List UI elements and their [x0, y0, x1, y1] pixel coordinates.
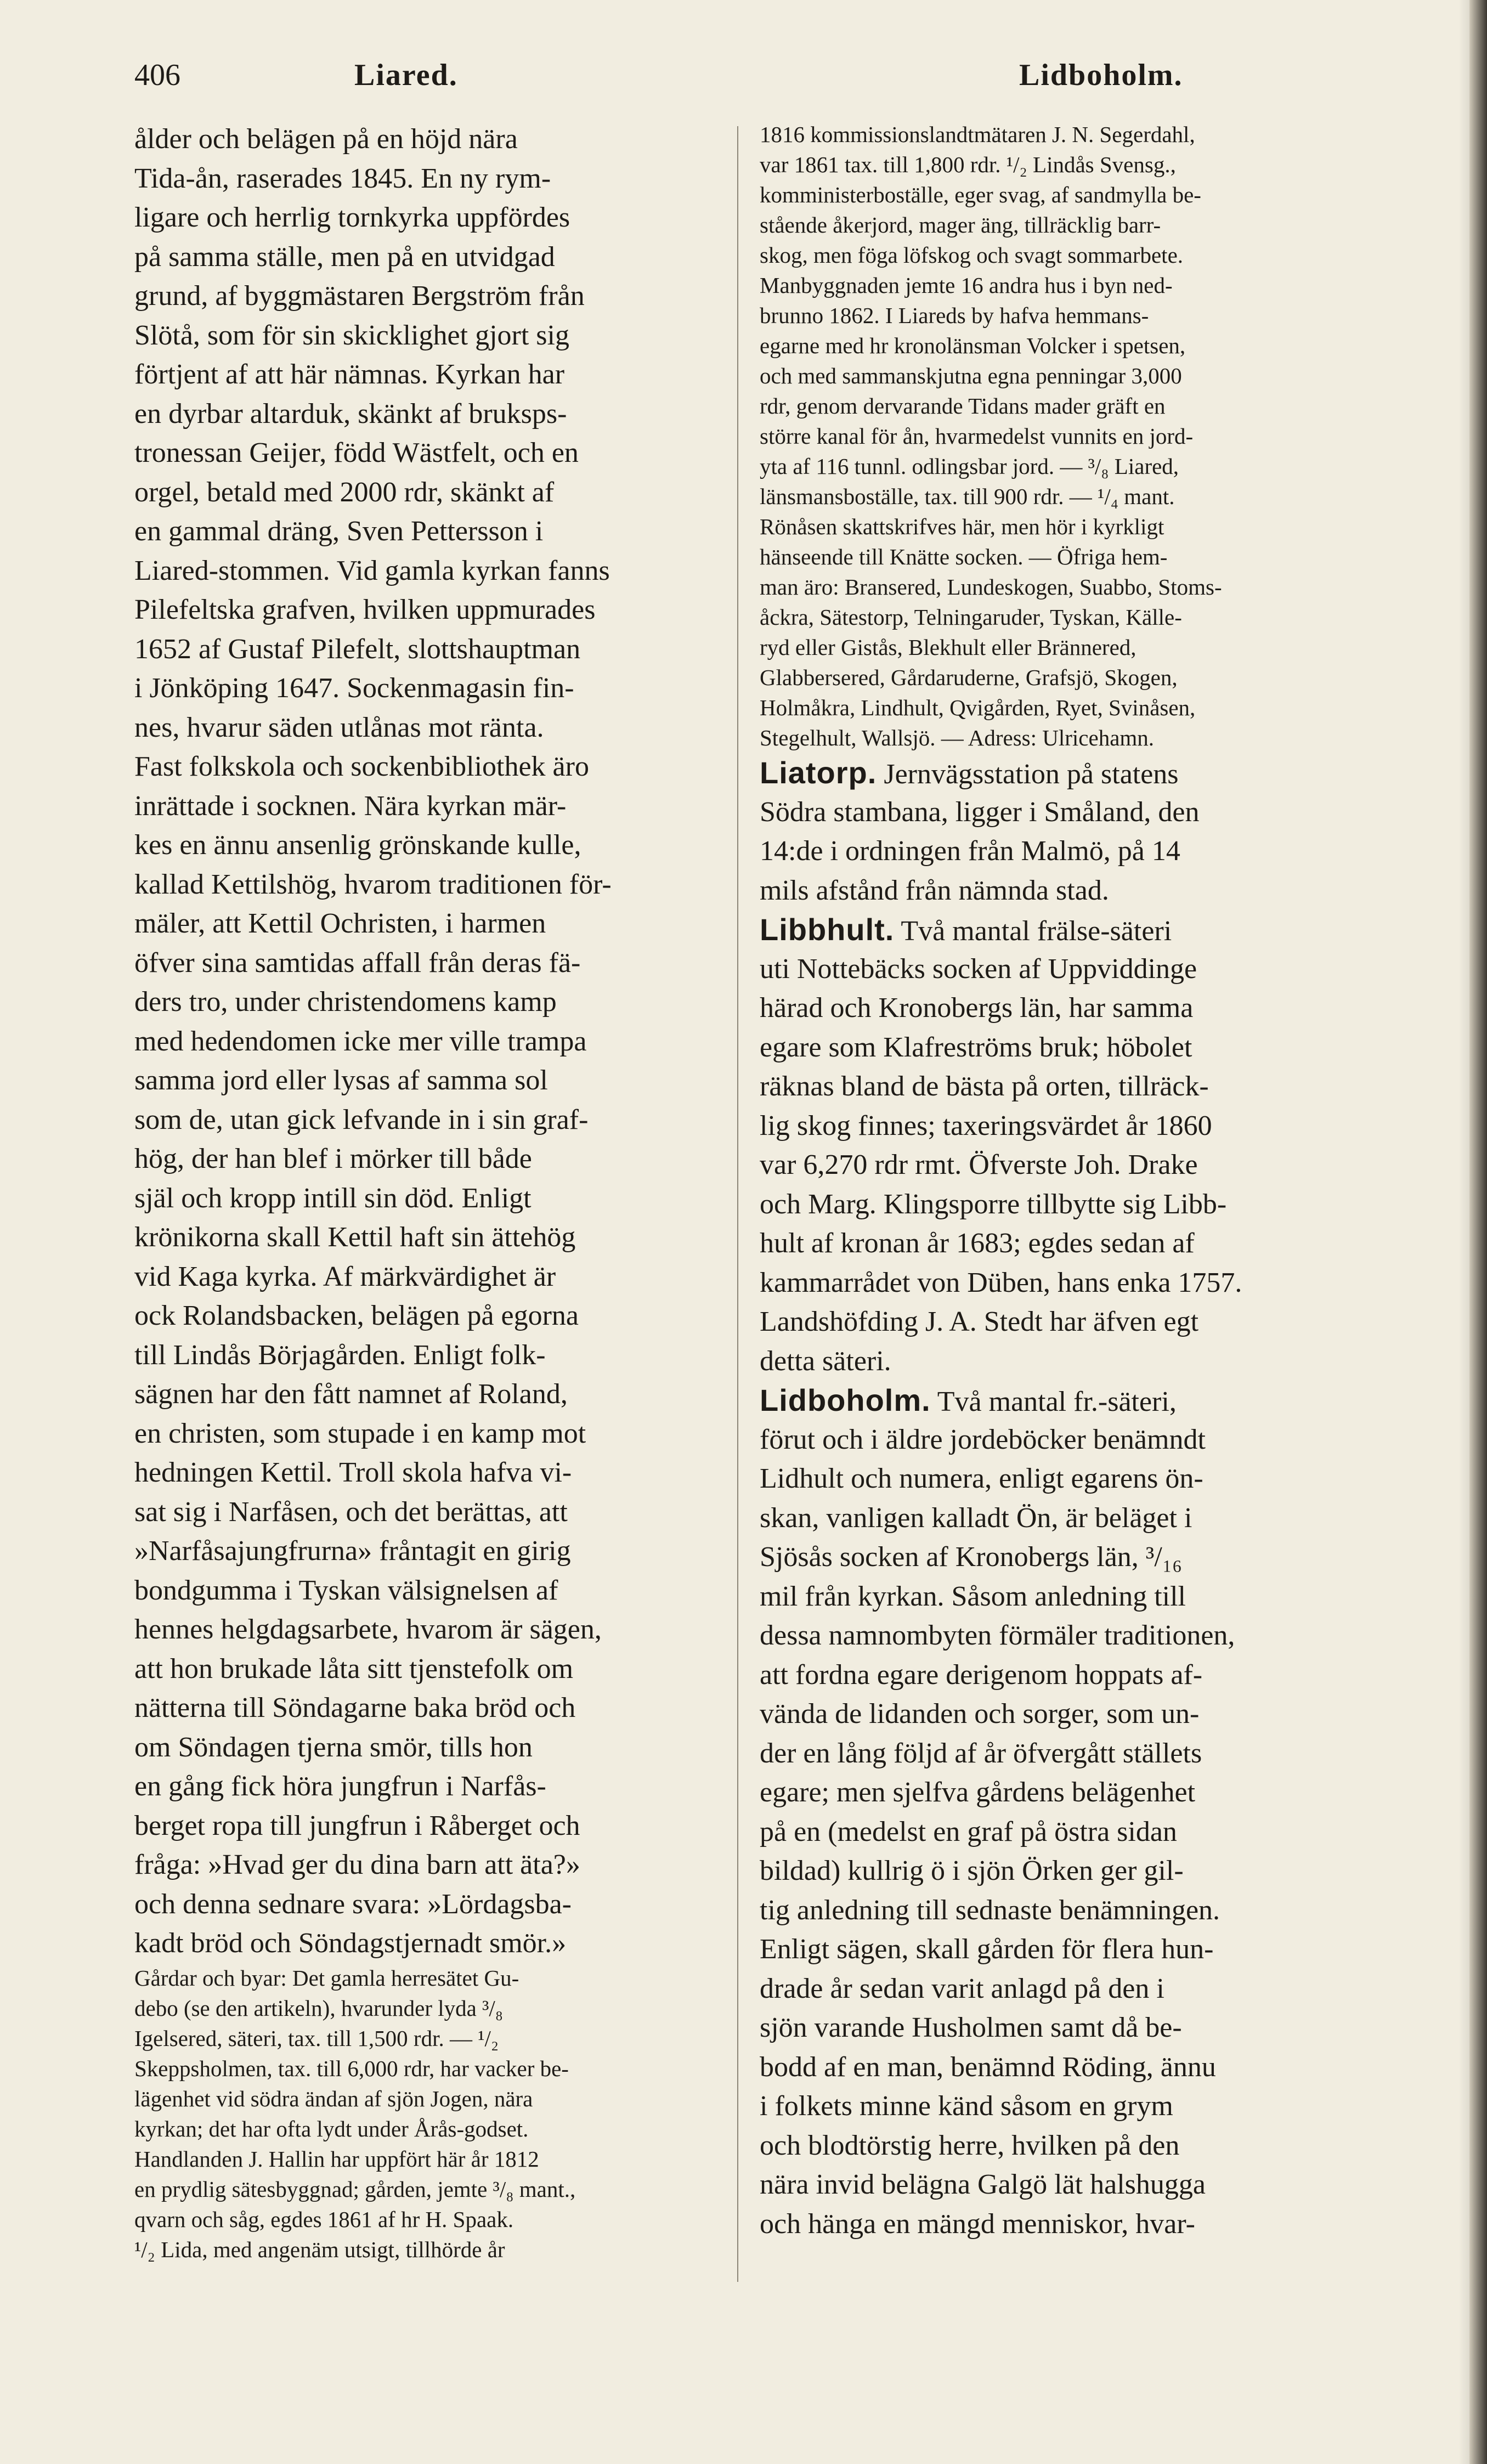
text-line: samma jord eller lysas af samma sol — [134, 1065, 548, 1096]
right-small-print — [760, 120, 1382, 753]
text-line: grund, af byggmästaren Bergström från — [134, 280, 585, 312]
text-line: vid Kaga kyrka. Af märkvärdighet är — [134, 1261, 556, 1292]
page-edge-shadow — [1458, 0, 1469, 2464]
running-head-right: Lidboholm. — [1019, 58, 1183, 92]
small-text-line: och med sammanskjutna egna penningar 3,000 — [760, 363, 1182, 388]
text-line: tig anledning till sednaste benämningen. — [760, 1894, 1220, 1926]
text-line: en dyrbar altarduk, skänkt af bruksps- — [134, 398, 567, 429]
text-line: Liatorp. Jernvägsstation på statens — [760, 755, 1179, 790]
text-line: räknas bland de bästa på orten, tillräck- — [760, 1071, 1209, 1102]
entry-title: Libbhult. — [760, 912, 895, 947]
page-header — [0, 58, 1487, 107]
text-line: kammarrådet von Düben, hans enka 1757. — [760, 1267, 1242, 1298]
small-text-line: Stegelhult, Wallsjö. — Adress: Ulricehamn. — [760, 725, 1155, 750]
small-text-line: kyrkan; det har ofta lydt under Årås-godset. — [134, 2116, 529, 2141]
small-text-line: Rönåsen skattskrifves här, men hör i kyrkligt — [760, 514, 1164, 539]
small-text-line: åckra, Sätestorp, Telningaruder, Tyskan, Källe- — [760, 604, 1182, 630]
small-text-line: stående åkerjord, mager äng, tillräcklig barr- — [760, 212, 1161, 238]
text-line: förtjent af att här nämnas. Kyrkan har — [134, 359, 565, 390]
left-column — [134, 120, 715, 2265]
text-line: härad och Kronobergs län, har samma — [760, 992, 1194, 1024]
text-line: på samma ställe, men på en utvidgad — [134, 241, 555, 273]
text-line: en christen, som stupade i en kamp mot — [134, 1417, 586, 1449]
small-text-line: hänseende till Knätte socken. — Öfriga hem- — [760, 544, 1168, 569]
small-text-line: qvarn och såg, egdes 1861 af hr H. Spaak. — [134, 2206, 514, 2232]
page-number: 406 — [134, 58, 180, 92]
text-line: egare som Klafreströms bruk; höbolet — [760, 1031, 1192, 1063]
text-line: i folkets minne känd såsom en grym — [760, 2090, 1173, 2122]
text-line: på en (medelst en graf på östra sidan — [760, 1816, 1177, 1847]
text-line: sägnen har den fått namnet af Roland, — [134, 1378, 568, 1410]
text-line: fråga: »Hvad ger du dina barn att äta?» — [134, 1849, 580, 1880]
text-line: hult af kronan år 1683; egdes sedan af — [760, 1228, 1195, 1259]
small-text-line: länsmansboställe, tax. till 900 rdr. — ¹/₄ mant. — [760, 484, 1175, 509]
entry-liatorp — [760, 753, 1382, 910]
book-edge — [1469, 0, 1487, 2464]
text-line: 14:de i ordningen från Malmö, på 14 — [760, 835, 1180, 867]
text-line: kes en ännu ansenlig grönskande kulle, — [134, 829, 581, 861]
text-line: bildad) kullrig ö i sjön Örken ger gil- — [760, 1855, 1184, 1886]
small-text-line: ¹/₂ Lida, med angenäm utsigt, tillhörde år — [134, 2236, 505, 2262]
text-line: egare; men sjelfva gårdens belägenhet — [760, 1777, 1196, 1808]
text-line: öfver sina samtidas affall från deras fä- — [134, 947, 581, 979]
text-line: bodd af en man, benämnd Röding, ännu — [760, 2051, 1216, 2083]
small-text-line: större kanal för ån, hvarmedelst vunnits en jord- — [760, 423, 1194, 449]
text-line: detta säteri. — [760, 1345, 891, 1377]
text-line: ligare och herrlig tornkyrka uppfördes — [134, 202, 570, 233]
text-line: Enligt sägen, skall gården för flera hun- — [760, 1934, 1214, 1965]
text-line: vända de lidanden och sorger, som un- — [760, 1698, 1200, 1730]
small-text-line: en prydlig sätesbyggnad; gården, jemte ³/₈ mant., — [134, 2176, 576, 2202]
small-text-line: rdr, genom dervarande Tidans mader gräft en — [760, 393, 1166, 419]
small-text-line: yta af 116 tunnl. odlingsbar jord. — ³/₈ Liared, — [760, 454, 1179, 479]
small-text-line: Handlanden J. Hallin har uppfört här år 1812 — [134, 2146, 539, 2172]
text-line: själ och kropp intill sin död. Enligt — [134, 1182, 532, 1214]
text-line: Pilefeltska grafven, hvilken uppmurades — [134, 594, 596, 625]
small-text-line: Holmåkra, Lindhult, Qvigården, Ryet, Svinåsen, — [760, 695, 1196, 720]
text-line: förut och i äldre jordeböcker benämndt — [760, 1423, 1206, 1455]
text-line: uti Nottebäcks socken af Uppviddinge — [760, 953, 1197, 985]
text-line: skan, vanligen kalladt Ön, är beläget i — [760, 1502, 1192, 1534]
entry-title: Liatorp. — [760, 755, 877, 790]
small-text-line: Glabbersered, Gårdaruderne, Grafsjö, Skogen, — [760, 665, 1178, 690]
small-text-line: debo (se den artikeln), hvarunder lyda ³/₈ — [134, 1995, 504, 2021]
left-main-text — [134, 120, 715, 1963]
text-line: Libbhult. Två mantal frälse-säteri — [760, 912, 1172, 947]
left-small-print — [134, 1963, 715, 2265]
text-line: Slötå, som för sin skicklighet gjort sig — [134, 319, 569, 351]
small-text-line: lägenhet vid södra ändan af sjön Jogen, nära — [134, 2086, 533, 2111]
text-line: Sjösås socken af Kronobergs län, ³/₁₆ — [760, 1541, 1183, 1573]
small-text-line: brunno 1862. I Liareds by hafva hemmans- — [760, 303, 1149, 328]
text-line: tronessan Geijer, född Wästfelt, och en — [134, 437, 579, 468]
text-line: sjön varande Husholmen samt då be- — [760, 2012, 1182, 2043]
small-text-line: Gårdar och byar: Det gamla herresätet Gu- — [134, 1965, 519, 1991]
text-line: nes, hvarur säden utlånas mot ränta. — [134, 711, 544, 743]
text-line: i Jönköping 1647. Sockenmagasin fin- — [134, 672, 574, 704]
small-text-line: Manbyggnaden jemte 16 andra hus i byn ned- — [760, 273, 1173, 298]
text-line: hedningen Kettil. Troll skola hafva vi- — [134, 1457, 572, 1488]
text-line: Fast folkskola och sockenbibliothek äro — [134, 751, 589, 782]
small-text-line: var 1861 tax. till 1,800 rdr. ¹/₂ Lindås Svensg., — [760, 152, 1176, 177]
text-line: om Söndagen tjerna smör, tills hon — [134, 1731, 533, 1763]
entry-title: Lidboholm. — [760, 1383, 931, 1417]
text-line: Lidboholm. Två mantal fr.-säteri, — [760, 1383, 1177, 1417]
text-line: Landshöfding J. A. Stedt har äfven egt — [760, 1306, 1199, 1337]
text-line: hög, der han blef i mörker till både — [134, 1143, 532, 1174]
text-line: som de, utan gick lefvande in i sin graf- — [134, 1104, 589, 1135]
text-line: lig skog finnes; taxeringsvärdet år 1860 — [760, 1110, 1212, 1141]
text-line: bondgumma i Tyskan välsignelsen af — [134, 1574, 558, 1606]
text-line: drade år sedan varit anlagd på den i — [760, 1973, 1164, 2004]
text-line: nära invid belägna Galgö lät halshugga — [760, 2169, 1206, 2200]
text-line: Lidhult och numera, enligt egarens ön- — [760, 1463, 1203, 1494]
text-line: att hon brukade låta sitt tjenstefolk om — [134, 1653, 574, 1685]
small-text-line: Igelsered, säteri, tax. till 1,500 rdr. — ¹/₂ — [134, 2025, 499, 2051]
small-text-line: komministerboställe, eger svag, af sandmylla be- — [760, 182, 1201, 207]
text-line: »Narfåsajungfrurna» fråntagit en girig — [134, 1535, 571, 1567]
text-line: och hänga en mängd menniskor, hvar- — [760, 2208, 1195, 2240]
small-text-line: egarne med hr kronolänsman Volcker i spetsen, — [760, 333, 1186, 358]
column-divider — [737, 126, 738, 2282]
text-line: och blodtörstig herre, hvilken på den — [760, 2129, 1180, 2161]
text-line: kadt bröd och Söndagstjernadt smör.» — [134, 1928, 567, 1959]
text-line: krönikorna skall Kettil haft sin ättehög — [134, 1222, 576, 1253]
text-line: Liared-stommen. Vid gamla kyrkan fanns — [134, 555, 610, 586]
text-line: Tida-ån, raserades 1845. En ny rym- — [134, 162, 551, 194]
text-line: orgel, betald med 2000 rdr, skänkt af — [134, 476, 555, 508]
small-text-line: man äro: Bransered, Lundeskogen, Suabbo, Stoms- — [760, 574, 1222, 600]
text-line: mäler, att Kettil Ochristen, i harmen — [134, 908, 546, 939]
text-line: att fordna egare derigenom hoppats af- — [760, 1659, 1203, 1691]
text-line: var 6,270 rdr rmt. Öfverste Joh. Drake — [760, 1149, 1198, 1180]
text-line: Södra stambana, ligger i Småland, den — [760, 796, 1200, 828]
text-line: ock Rolandsbacken, belägen på egorna — [134, 1300, 579, 1331]
text-line: inrättade i socknen. Nära kyrkan mär- — [134, 790, 567, 822]
right-column — [760, 120, 1382, 2243]
text-line: berget ropa till jungfrun i Råberget och — [134, 1810, 580, 1841]
text-line: och denna sednare svara: »Lördagsba- — [134, 1888, 572, 1920]
text-line: med hedendomen icke mer ville trampa — [134, 1025, 587, 1057]
small-text-line: ryd eller Gistås, Blekhult eller Brännered, — [760, 635, 1137, 660]
running-head-left: Liared. — [354, 58, 458, 92]
text-line: en gammal dräng, Sven Pettersson i — [134, 516, 544, 547]
entry-libbhult — [760, 910, 1382, 1381]
text-line: och Marg. Klingsporre tillbytte sig Libb- — [760, 1188, 1227, 1220]
small-text-line: Skeppsholmen, tax. till 6,000 rdr, har vacker be- — [134, 2055, 569, 2081]
small-text-line: skog, men föga löfskog och svagt sommarbete. — [760, 242, 1184, 268]
text-line: der en lång följd af år öfvergått ställets — [760, 1737, 1202, 1769]
text-line: hennes helgdagsarbete, hvarom är sägen, — [134, 1614, 602, 1645]
small-text-line: 1816 kommissionslandtmätaren J. N. Segerdahl, — [760, 122, 1195, 147]
text-line: dessa namnombyten förmäler traditionen, — [760, 1620, 1235, 1651]
text-line: nätterna till Söndagarne baka bröd och — [134, 1692, 576, 1723]
text-line: ålder och belägen på en höjd nära — [134, 123, 518, 155]
text-line: mils afstånd från nämnda stad. — [760, 874, 1109, 906]
text-line: 1652 af Gustaf Pilefelt, slottshauptman — [134, 633, 581, 665]
text-line: sat sig i Narfåsen, och det berättas, att — [134, 1496, 568, 1528]
text-line: mil från kyrkan. Såsom anledning till — [760, 1580, 1186, 1612]
text-line: en gång fick höra jungfrun i Narfås- — [134, 1771, 546, 1802]
text-line: till Lindås Börjagården. Enligt folk- — [134, 1339, 546, 1371]
entry-lidboholm — [760, 1381, 1382, 2243]
text-line: kallad Kettilshög, hvarom traditionen för- — [134, 868, 612, 900]
text-line: ders tro, under christendomens kamp — [134, 986, 557, 1018]
